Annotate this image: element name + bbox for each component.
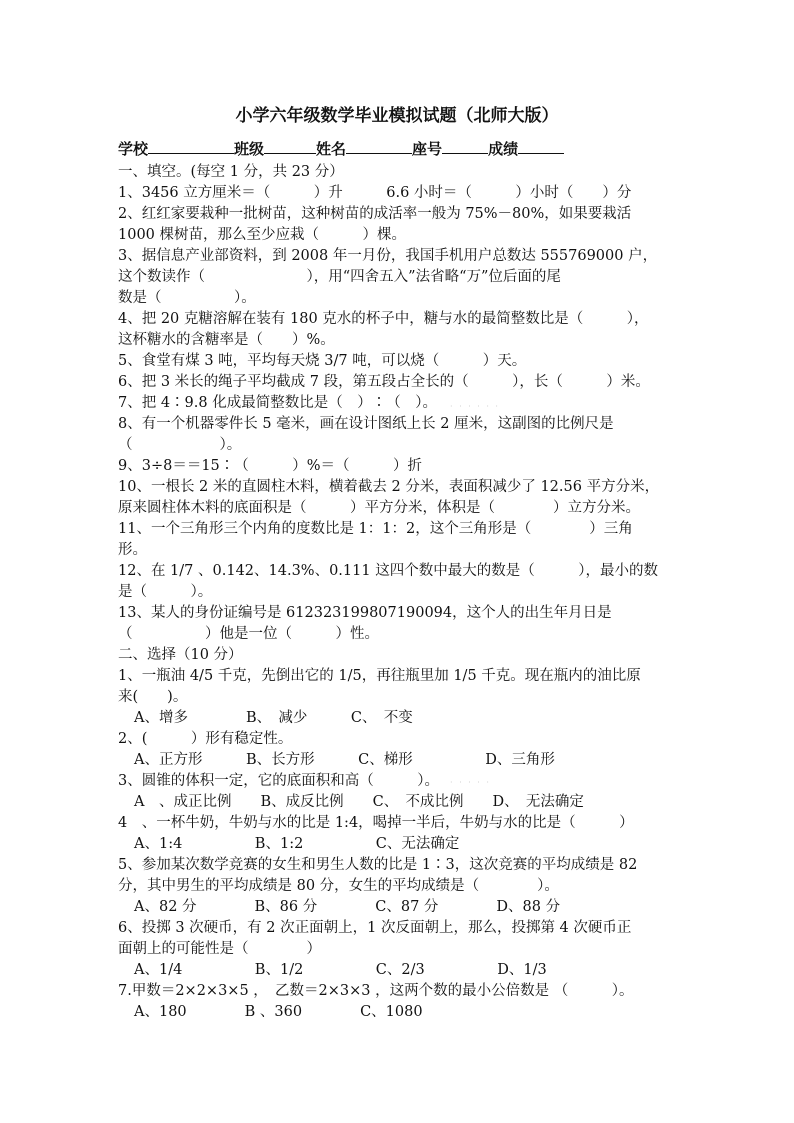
question-text-line: 是（ ）。	[118, 584, 213, 600]
answer-options-line: A、180 B 、360 C、1080	[134, 1004, 423, 1020]
question-text-line: 1、一瓶油 4/5 千克，先倒出它的 1/5，再往瓶里加 1/5 千克。现在瓶内的油比原	[118, 668, 641, 684]
question-text-line: 形。	[118, 542, 147, 558]
question-text-line: 4 、一杯牛奶，牛奶与水的比是 1:4，喝掉一半后，牛奶与水的比是（ ）	[118, 815, 634, 831]
question-text-line: 4、把 20 克糖溶解在装有 180 克水的杯子中，糖与水的最简整数比是（ ），	[118, 311, 649, 327]
watermark-mark: · · · · · ·	[450, 402, 500, 411]
class-blank	[264, 138, 316, 154]
name-label: 姓名	[316, 140, 347, 158]
student-info-line	[118, 138, 564, 160]
question-text-line: 2、红红家要栽种一批树苗，这种树苗的成活率一般为 75%－80%，如果要栽活	[118, 206, 632, 222]
school-blank	[148, 138, 234, 154]
page-title: 小学六年级数学毕业模拟试题（北师大版）	[235, 106, 559, 126]
question-text-line: 1、3456 立方厘米＝（ ）升 6.6 小时＝（ ）小时（ ）分	[118, 185, 632, 201]
question-text-line: 面朝上的可能性是（ ）	[118, 941, 321, 957]
answer-options-line: A、1/4 B、1/2 C、2/3 D、1/3	[134, 962, 547, 978]
class-label: 班级	[234, 140, 265, 158]
question-text-line: 这杯糖水的含糖率是（ ）%。	[118, 332, 335, 348]
question-text-line: 9、3÷8＝＝15∶（ ）%＝（ ）折	[118, 458, 423, 474]
answer-options-line: A、82 分 B、86 分 C、87 分 D、88 分	[134, 899, 561, 915]
question-text-line: 数是（ ）。	[118, 290, 256, 306]
name-blank	[346, 138, 412, 154]
question-text-line: 12、在 1/7 、0.142、14.3%、0.111 这四个数中最大的数是（ ），最小的数	[118, 563, 658, 579]
watermark-mark: · · · · ·	[450, 778, 491, 787]
question-text-line: 3、圆锥的体积一定，它的底面积和高（ ）。	[118, 773, 439, 789]
question-text-line: 1000 棵树苗，那么至少应栽（ ）棵。	[118, 227, 407, 243]
question-text-line: 5、食堂有煤 3 吨，平均每天烧 3/7 吨，可以烧（ ）天。	[118, 353, 527, 369]
question-text-line: 分，其中男生的平均成绩是 80 分，女生的平均成绩是（ ）。	[118, 878, 559, 894]
question-text-line: 6、投掷 3 次硬币，有 2 次正面朝上，1 次反面朝上，那么，投掷第 4 次硬币正	[118, 920, 632, 936]
question-text-line: （ ）。	[118, 437, 242, 453]
question-text-line: 13、某人的身份证编号是 612323199807190094，这个人的出生年月日是	[118, 605, 612, 621]
answer-options-line: A、增多 B、 减少 C、 不变	[134, 710, 413, 726]
question-text-line: （ ）他是一位（ ）性。	[118, 626, 379, 642]
question-text-line: 原来圆柱体木料的底面积是（ ）平方分米，体积是（ ）立方分米。	[118, 500, 640, 516]
answer-options-line: A 、成正比例 B、成反比例 C、 不成比例 D、 无法确定	[134, 794, 584, 810]
question-text-line: 10、一根长 2 米的直圆柱木料，横着截去 2 分米，表面积减少了 12.56 平方分米，	[118, 479, 660, 495]
question-text-line: 这个数读作（ ），用“四舍五入”法省略“万”位后面的尾	[118, 269, 561, 285]
question-text-line: 6、把 3 米长的绳子平均截成 7 段，第五段占全长的（ ），长（ ）米。	[118, 374, 650, 390]
seat-label: 座号	[412, 140, 443, 158]
question-text-line: 来( )。	[118, 689, 188, 705]
question-text-line: 8、有一个机器零件长 5 毫米，画在设计图纸上长 2 厘米，这副图的比例尺是	[118, 416, 614, 432]
question-text-line: 7.甲数＝2×2×3×5 ， 乙数＝2×3×3 ，这两个数的最小公倍数是 （ ）。	[118, 983, 634, 999]
school-label: 学校	[118, 140, 149, 158]
seat-blank	[442, 138, 488, 154]
question-text-line: 7、把 4∶9.8 化成最简整数比是（ ）∶（ ）。	[118, 395, 437, 411]
question-text-line: 二、选择（10 分）	[118, 647, 243, 663]
answer-options-line: A、正方形 B、长方形 C、梯形 D、三角形	[134, 752, 555, 768]
question-text-line: 3、据信息产业部资料，到 2008 年一月份，我国手机用户总数达 555769000 户，	[118, 248, 658, 264]
question-text-line: 2、( ）形有稳定性。	[118, 731, 293, 747]
score-blank	[518, 138, 564, 154]
question-text-line: 5、参加某次数学竞赛的女生和男生人数的比是 1∶3，这次竞赛的平均成绩是 82	[118, 857, 638, 873]
answer-options-line: A、1:4 B、1:2 C、无法确定	[134, 836, 460, 852]
score-label: 成绩	[488, 140, 519, 158]
question-text-line: 11、一个三角形三个内角的度数比是 1：1：2，这个三角形是（ ）三角	[118, 521, 633, 537]
exam-content	[118, 162, 678, 1023]
question-text-line: 一、填空。(每空 1 分，共 23 分）	[118, 164, 344, 180]
